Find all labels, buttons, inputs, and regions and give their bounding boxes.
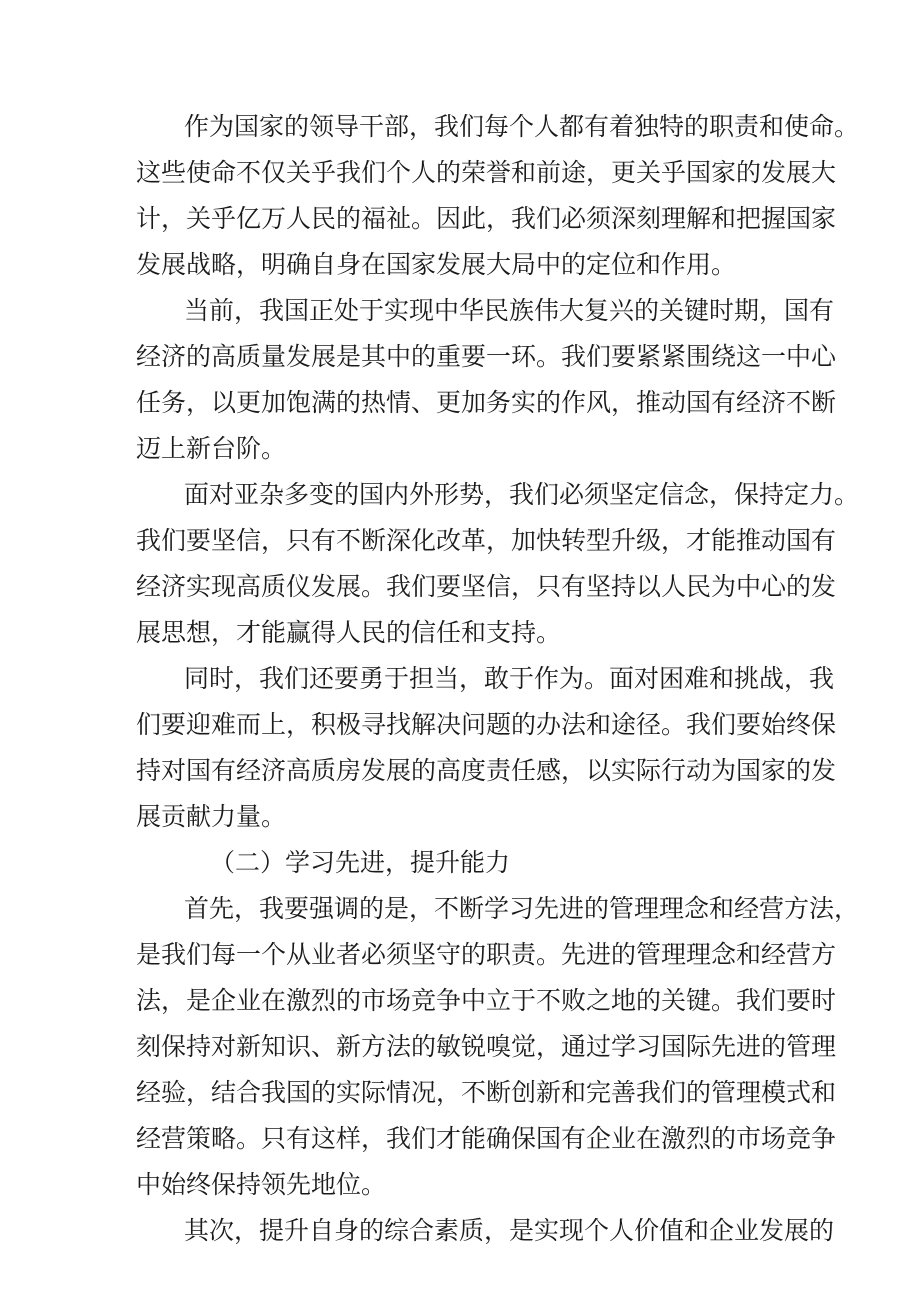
document-body (136, 104, 860, 1254)
section-heading (136, 840, 804, 886)
paragraph (136, 886, 860, 1208)
text-line: 刻保持对新知识、新方法的敏锐嗅觉，通过学习国际先进的管理 (136, 1032, 837, 1061)
text-line: 这些使命不仅关乎我们个人的荣誉和前途，更关乎国家的发展大 (136, 158, 837, 187)
text-line: 面对亚杂多变的国内外形势，我们必须坚定信念，保持定力。 (184, 480, 860, 509)
paragraph (136, 288, 837, 472)
text-line: 法，是企业在激烈的市场竞争中立于不败之地的关键。我们要时 (136, 986, 837, 1015)
paragraph (136, 104, 860, 288)
text-line: 当前，我国正处于实现中华民族伟大复兴的关键时期，国有 (184, 296, 835, 325)
paragraph (136, 472, 860, 656)
text-line: 展贡献力量。 (136, 802, 287, 831)
text-line: 经济实现高质仪发展。我们要坚信，只有坚持以人民为中心的发 (136, 572, 837, 601)
text-line: 任务，以更加饱满的热情、更加务实的作风，推动国有经济不断 (136, 388, 837, 417)
paragraph (136, 1208, 835, 1254)
text-line: 计，关乎亿万人民的福祉。因此，我们必须深刻理解和把握国家 (136, 204, 837, 233)
text-line: 经验，结合我国的实际情况，不断创新和完善我们的管理模式和 (136, 1078, 837, 1107)
text-line: 是我们每一个从业者必须坚守的职责。先进的管理理念和经营方 (136, 940, 837, 969)
text-line: 展思想，才能赢得人民的信任和支持。 (136, 618, 562, 647)
text-line: 发展战略，明确自身在国家发展大局中的定位和作用。 (136, 250, 737, 279)
text-line: 作为国家的领导干部，我们每个人都有着独特的职责和使命。 (184, 112, 860, 141)
text-line: 首先，我要强调的是，不断学习先进的管理理念和经营方法， (184, 894, 860, 923)
text-line: 我们要坚信，只有不断深化改革，加快转型升级，才能推动国有 (136, 526, 837, 555)
section-heading-text: （二）学习先进，提升能力 (210, 848, 511, 877)
text-line: 中始终保持领先地位。 (136, 1170, 387, 1199)
text-line: 迈上新台阶。 (136, 434, 287, 463)
text-line: 同时，我们还要勇于担当，敢于作为。面对困难和挑战，我 (184, 664, 835, 693)
text-line: 经济的高质量发展是其中的重要一环。我们要紧紧围绕这一中心 (136, 342, 837, 371)
text-line: 其次，提升自身的综合素质，是实现个人价值和企业发展的 (184, 1216, 835, 1245)
text-line: 持对国有经济高质房发展的高度责任感，以实际行动为国家的发 (136, 756, 837, 785)
paragraph (136, 656, 837, 840)
text-line: 经营策略。只有这样，我们才能确保国有企业在激烈的市场竞争 (136, 1124, 837, 1153)
text-line: 们要迎难而上，积极寻找解决问题的办法和途径。我们要始终保 (136, 710, 837, 739)
